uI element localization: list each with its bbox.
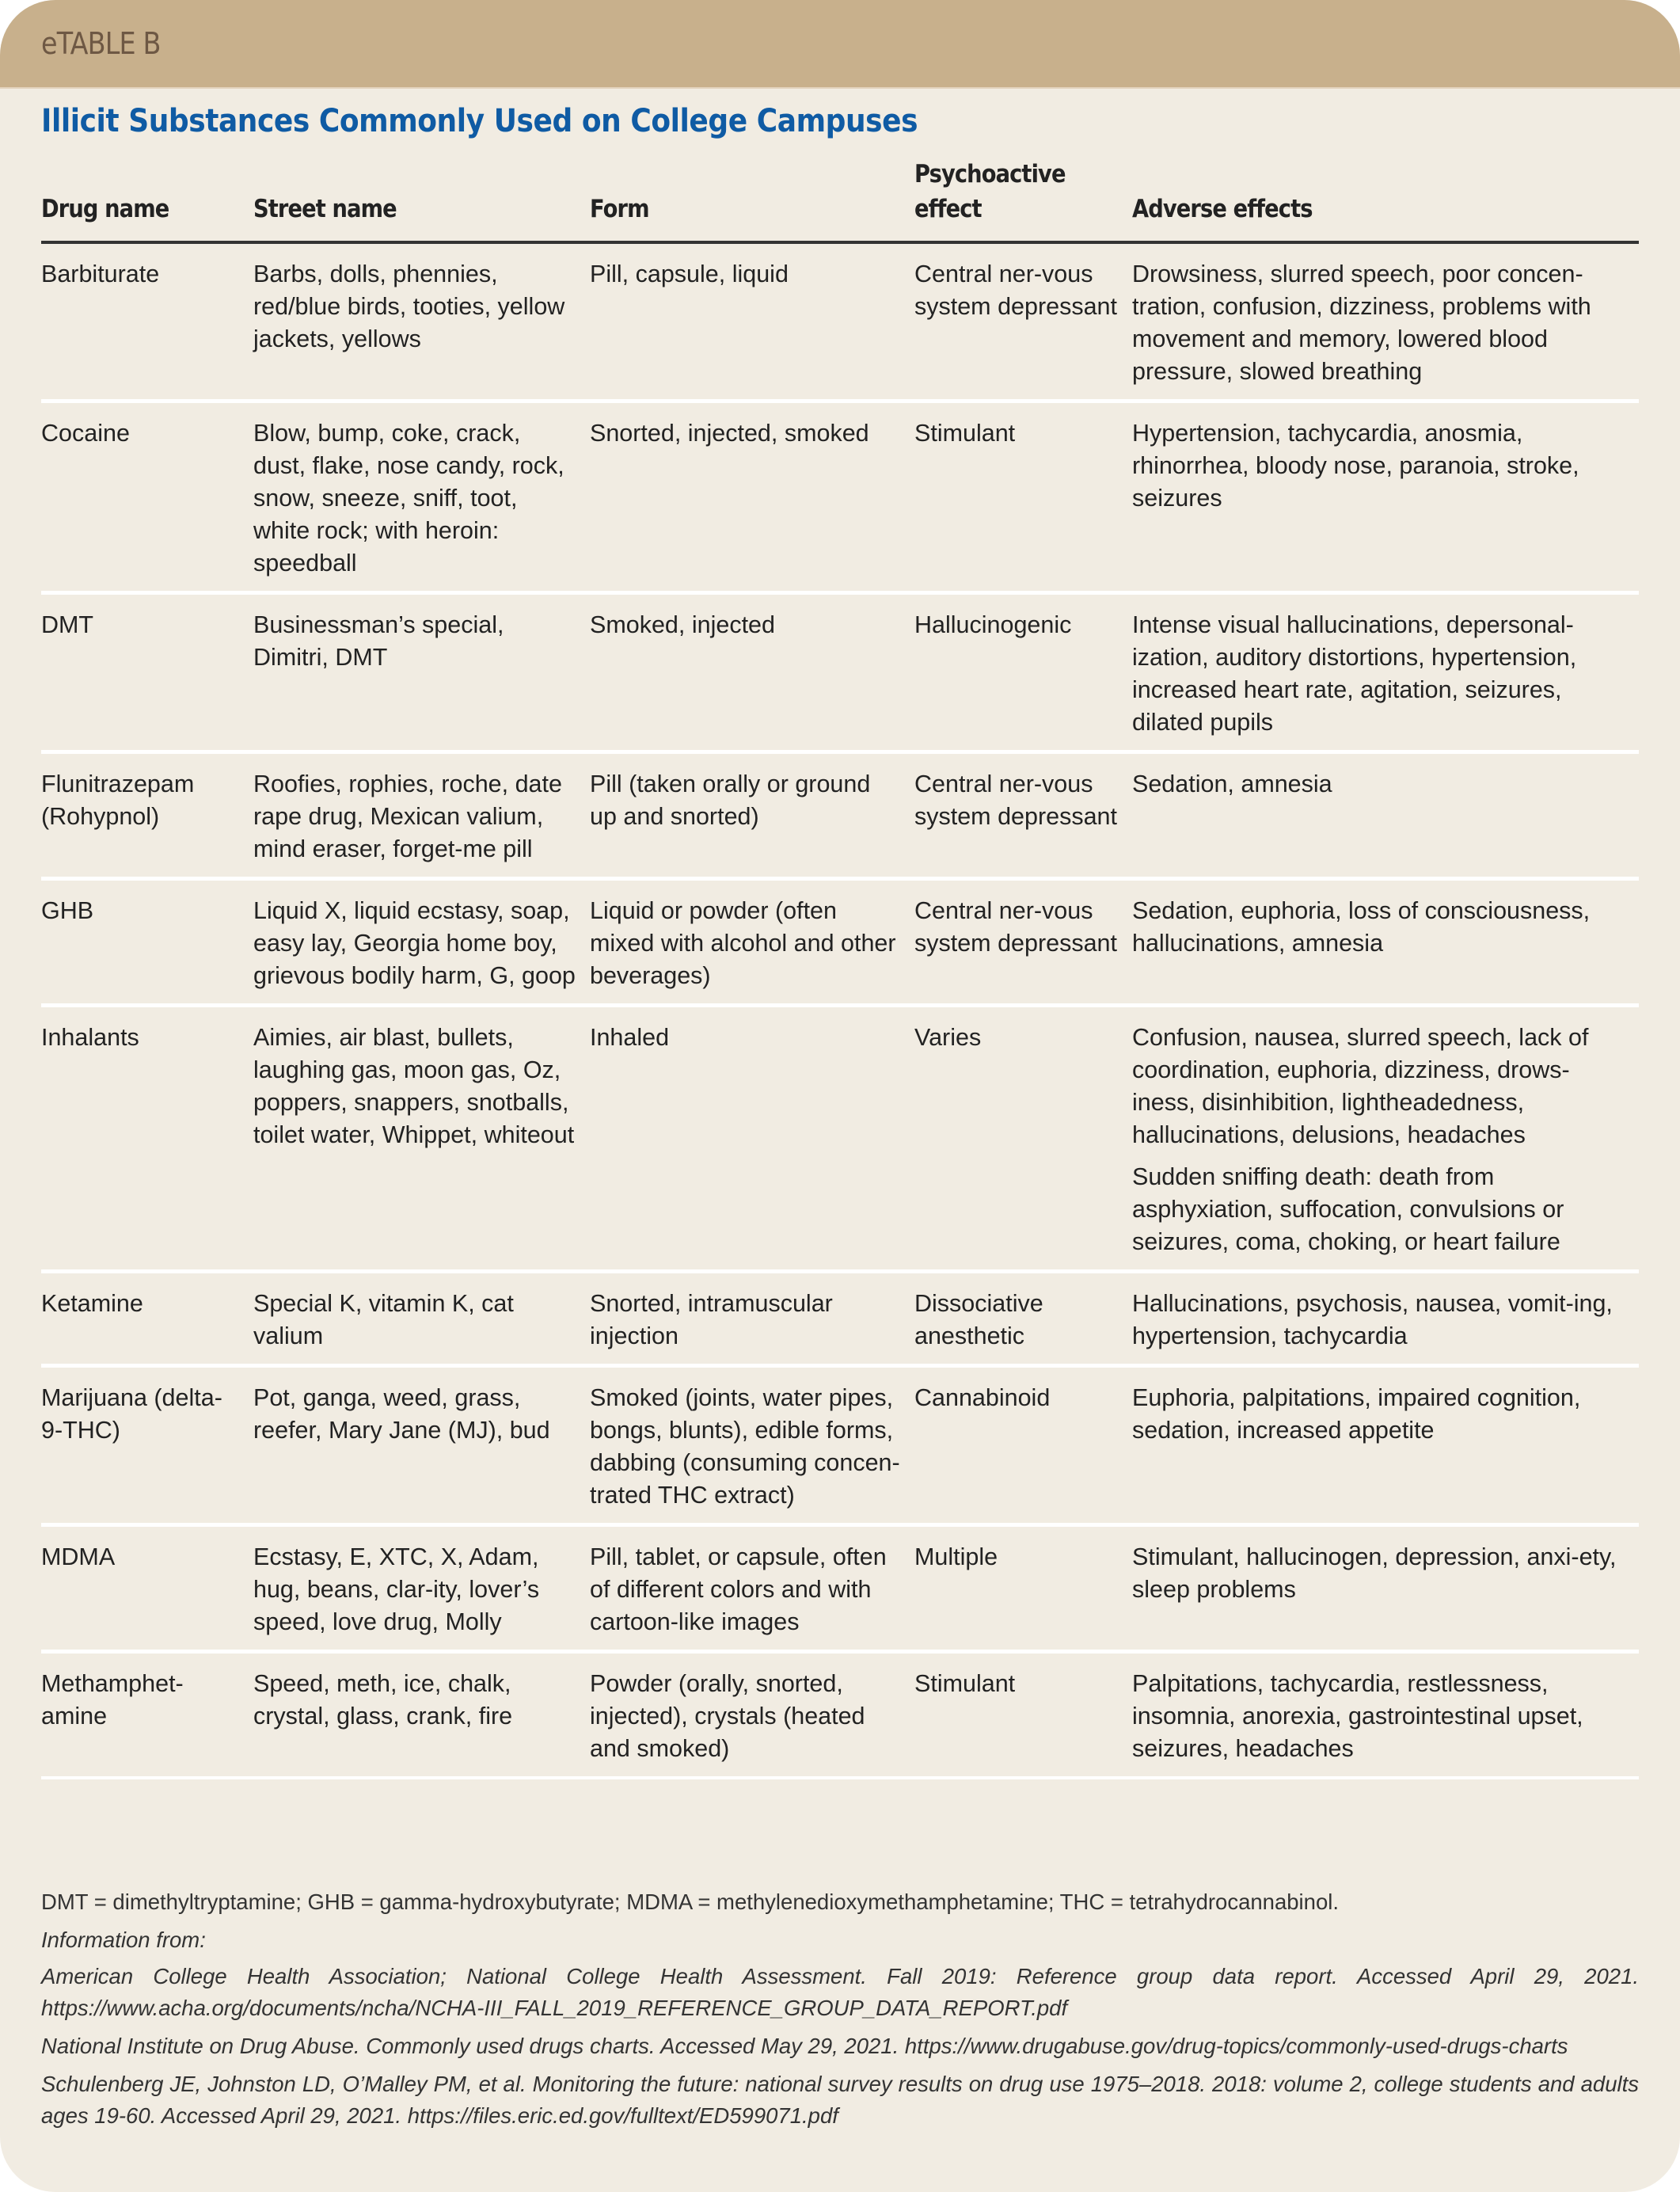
- table-body: [41, 242, 1639, 1778]
- cell-street-name: Aimies, air blast, bullets, laughing gas, moon gas, Oz, poppers, snappers, snotballs, toilet water, Whippet, whiteout: [253, 1006, 590, 1272]
- reference-item: Schulenberg JE, Johnston LD, O’Malley PM, et al. Monitoring the future: national survey results on drug use 1975–2018. 2018: volume 2, college students and adults ages 19-60. Accessed April 29, 2021. https://files.eric.ed.gov/fulltext/ED599071.pdf: [41, 2072, 1639, 2128]
- reference-item: American College Health Association; National College Health Assessment. Fall 2019: Reference group data report. Accessed April 29, 2021. https://www.acha.org/documents/ncha/NCHA-III_FALL_2019_REFERENCE_GROUP_DATA_REPORT.pdf: [41, 1964, 1639, 2020]
- adverse-effects-paragraph: Sedation, euphoria, loss of consciousness, hallucinations, amnesia: [1132, 897, 1591, 957]
- adverse-effects-paragraph: Hallucinations, psychosis, nausea, vomit-ing, hypertension, tachycardia: [1132, 1290, 1613, 1349]
- adverse-effects-paragraph: Sudden sniffing death: death from asphyxiation, suffocation, convulsions or seizures, coma, choking, or heart failure: [1132, 1163, 1564, 1255]
- cell-drug-name: GHB: [41, 879, 253, 1006]
- cell-street-name: Ecstasy, E, XTC, X, Adam, hug, beans, clar-ity, lover’s speed, love drug, Molly: [253, 1525, 590, 1652]
- cell-psychoactive-effect: Stimulant: [914, 401, 1132, 593]
- table-label: eTABLE B: [41, 26, 161, 61]
- table-row: [41, 879, 1639, 1006]
- cell-street-name: Special K, vitamin K, cat valium: [253, 1272, 590, 1366]
- column-header-drug-name: Drug name: [41, 157, 253, 242]
- cell-street-name: Blow, bump, coke, crack, dust, flake, nose candy, rock, snow, sneeze, sniff, toot, white rock; with heroin: speedball: [253, 401, 590, 593]
- cell-street-name: Liquid X, liquid ecstasy, soap, easy lay, Georgia home boy, grievous bodily harm, G, goop: [253, 879, 590, 1006]
- cell-drug-name: Marijuana (delta-9-THC): [41, 1366, 253, 1525]
- table-row: [41, 1006, 1639, 1272]
- cell-adverse-effects: [1132, 752, 1639, 879]
- cell-drug-name: Flunitrazepam (Rohypnol): [41, 752, 253, 879]
- table-row: [41, 752, 1639, 879]
- cell-drug-name: DMT: [41, 593, 253, 752]
- cell-adverse-effects: [1132, 1272, 1639, 1366]
- abbreviations-footnote: DMT = dimethyltryptamine; GHB = gamma-hydroxybutyrate; MDMA = methylenedioxymethamphetamine; THC = tetrahydrocannabinol.: [41, 1889, 1340, 1914]
- cell-form: Snorted, injected, smoked: [590, 401, 914, 593]
- cell-form: Snorted, intramuscular injection: [590, 1272, 914, 1366]
- substances-table: [41, 157, 1639, 1779]
- cell-psychoactive-effect: Cannabinoid: [914, 1366, 1132, 1525]
- cell-drug-name: Ketamine: [41, 1272, 253, 1366]
- references: [41, 1924, 1639, 2138]
- table-label-band: [0, 0, 1680, 89]
- column-header-street-name: Street name: [253, 157, 590, 242]
- cell-form: Inhaled: [590, 1006, 914, 1272]
- adverse-effects-paragraph: Confusion, nausea, slurred speech, lack of coordination, euphoria, dizziness, drows-iness, disinhibition, lightheadedness, hallucinations, delusions, headaches: [1132, 1024, 1589, 1148]
- cell-adverse-effects: [1132, 242, 1639, 401]
- cell-psychoactive-effect: Central ner-vous system depressant: [914, 242, 1132, 401]
- table-title: Illicit Substances Commonly Used on College Campuses: [41, 103, 918, 139]
- cell-form: Smoked (joints, water pipes, bongs, blunts), edible forms, dabbing (consuming concen-trated THC extract): [590, 1366, 914, 1525]
- table-row: [41, 1525, 1639, 1652]
- cell-street-name: Businessman’s special, Dimitri, DMT: [253, 593, 590, 752]
- cell-adverse-effects: [1132, 593, 1639, 752]
- cell-drug-name: Cocaine: [41, 401, 253, 593]
- column-header-psychoactive-effect: Psychoactive effect: [914, 157, 1132, 242]
- adverse-effects-paragraph: Hypertension, tachycardia, anosmia, rhinorrhea, bloody nose, paranoia, stroke, seizures: [1132, 420, 1579, 512]
- table-row: [41, 401, 1639, 593]
- table-row: [41, 1366, 1639, 1525]
- cell-street-name: Speed, meth, ice, chalk, crystal, glass, crank, fire: [253, 1652, 590, 1779]
- cell-drug-name: Methamphet-amine: [41, 1652, 253, 1779]
- table-row: [41, 593, 1639, 752]
- cell-psychoactive-effect: Stimulant: [914, 1652, 1132, 1779]
- cell-adverse-effects: [1132, 879, 1639, 1006]
- reference-item: National Institute on Drug Abuse. Commonly used drugs charts. Accessed May 29, 2021. https://www.drugabuse.gov/drug-topics/commonly-used-drugs-charts: [41, 2034, 1568, 2058]
- cell-form: Liquid or powder (often mixed with alcohol and other beverages): [590, 879, 914, 1006]
- cell-psychoactive-effect: Central ner-vous system depressant: [914, 752, 1132, 879]
- cell-psychoactive-effect: Varies: [914, 1006, 1132, 1272]
- cell-form: Powder (orally, snorted, injected), crystals (heated and smoked): [590, 1652, 914, 1779]
- cell-psychoactive-effect: Dissociative anesthetic: [914, 1272, 1132, 1366]
- references-lead: Information from:: [41, 1928, 206, 1952]
- cell-psychoactive-effect: Hallucinogenic: [914, 593, 1132, 752]
- adverse-effects-paragraph: Palpitations, tachycardia, restlessness, insomnia, anorexia, gastrointestinal upset, seizures, headaches: [1132, 1670, 1583, 1762]
- cell-form: Pill (taken orally or ground up and snorted): [590, 752, 914, 879]
- cell-street-name: Barbs, dolls, phennies, red/blue birds, tooties, yellow jackets, yellows: [253, 242, 590, 401]
- adverse-effects-paragraph: Drowsiness, slurred speech, poor concen-tration, confusion, dizziness, problems with movement and memory, lowered blood pressure, slowed breathing: [1132, 261, 1591, 385]
- cell-form: Pill, tablet, or capsule, often of different colors and with cartoon-like images: [590, 1525, 914, 1652]
- cell-street-name: Pot, ganga, weed, grass, reefer, Mary Jane (MJ), bud: [253, 1366, 590, 1525]
- adverse-effects-paragraph: Euphoria, palpitations, impaired cognition, sedation, increased appetite: [1132, 1384, 1581, 1444]
- cell-adverse-effects: [1132, 1366, 1639, 1525]
- column-header-adverse-effects: Adverse effects: [1132, 157, 1639, 242]
- table-row: [41, 242, 1639, 401]
- column-header-form: Form: [590, 157, 914, 242]
- cell-form: Smoked, injected: [590, 593, 914, 752]
- cell-adverse-effects: [1132, 1652, 1639, 1779]
- adverse-effects-paragraph: Stimulant, hallucinogen, depression, anxi-ety, sleep problems: [1132, 1543, 1617, 1603]
- cell-adverse-effects: [1132, 1525, 1639, 1652]
- cell-adverse-effects: [1132, 1006, 1639, 1272]
- cell-drug-name: Inhalants: [41, 1006, 253, 1272]
- header-row: [41, 157, 1639, 242]
- table-row: [41, 1652, 1639, 1779]
- adverse-effects-paragraph: Sedation, amnesia: [1132, 771, 1332, 797]
- adverse-effects-paragraph: Intense visual hallucinations, depersonal-ization, auditory distortions, hypertension, increased heart rate, agitation, seizures, dilated pupils: [1132, 611, 1577, 736]
- cell-adverse-effects: [1132, 401, 1639, 593]
- cell-form: Pill, capsule, liquid: [590, 242, 914, 401]
- cell-drug-name: MDMA: [41, 1525, 253, 1652]
- cell-street-name: Roofies, rophies, roche, date rape drug, Mexican valium, mind eraser, forget-me pill: [253, 752, 590, 879]
- table-row: [41, 1272, 1639, 1366]
- cell-psychoactive-effect: Multiple: [914, 1525, 1132, 1652]
- cell-drug-name: Barbiturate: [41, 242, 253, 401]
- cell-psychoactive-effect: Central ner-vous system depressant: [914, 879, 1132, 1006]
